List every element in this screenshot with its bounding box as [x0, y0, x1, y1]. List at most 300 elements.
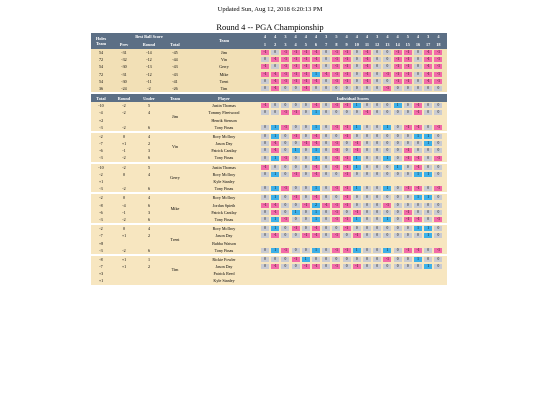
- team-mike-hole-9-score: -1: [343, 72, 351, 77]
- group-team-name: Vin: [171, 144, 179, 150]
- team-tim-hole-17-score: 0: [424, 86, 432, 91]
- hole-number-17: 17: [426, 42, 431, 47]
- team-jim-hole-14-score: -1: [394, 50, 402, 55]
- player-hole-18-score: 0: [434, 148, 442, 153]
- team-holes: 72: [98, 71, 104, 77]
- player-hole-11-score: 0: [363, 248, 371, 253]
- player-hole-11-score: 0: [363, 195, 371, 200]
- player-total: -6: [99, 148, 103, 154]
- group-team-name: Jim: [171, 113, 179, 119]
- player-hole-2-score: 1: [271, 172, 279, 177]
- player-hole-9-score: 0: [343, 141, 351, 146]
- player-hole-6-score: -1: [312, 233, 320, 238]
- player-hole-13-score: 0: [383, 165, 391, 170]
- player-hole-2-score: 1: [271, 156, 279, 161]
- player-under: 4: [147, 226, 151, 232]
- player-hole-16-score: -1: [414, 217, 422, 222]
- player-hole-2-score: 1: [271, 217, 279, 222]
- player-hole-11-score: 0: [363, 217, 371, 222]
- player-hole-10-score: -1: [353, 210, 361, 215]
- team-tim-hole-4-score: 0: [292, 86, 300, 91]
- player-hole-9-score: 0: [343, 257, 351, 262]
- team-mike-hole-2-score: -1: [271, 72, 279, 77]
- player-hole-9-score: -1: [343, 186, 351, 191]
- player-hole-3-score: -1: [281, 125, 289, 130]
- player-hole-15-score: -1: [404, 186, 412, 191]
- player-hole-16-score: -1: [414, 103, 422, 108]
- player-total: -10: [98, 164, 104, 170]
- player-hole-17-score: 1: [424, 233, 432, 238]
- player-hole-1-score: 0: [261, 257, 269, 262]
- player-hole-8-score: -1: [332, 141, 340, 146]
- par-hole-7: 3: [325, 34, 328, 39]
- player-hole-16-score: 0: [414, 264, 422, 269]
- player-hole-6-score: 1: [312, 148, 320, 153]
- player-hole-6-score: 0: [312, 257, 320, 262]
- player-hole-10-score: 0: [353, 226, 361, 231]
- player-hole-1-score: 0: [261, 156, 269, 161]
- player-name: Jordan Spieth: [212, 202, 236, 208]
- player-hole-18-score: 0: [434, 141, 442, 146]
- individual-scores-header: Individual Scores: [336, 95, 369, 101]
- player-hole-10-score: -1: [353, 141, 361, 146]
- player-row: [91, 216, 447, 223]
- team-jim-hole-13-score: 0: [383, 50, 391, 55]
- player-hole-10-score: 1: [353, 217, 361, 222]
- par-hole-15: 5: [406, 34, 409, 39]
- hole-number-10: 10: [354, 42, 359, 47]
- team-mike-hole-18-score: -1: [434, 72, 442, 77]
- player-row: [91, 247, 447, 254]
- player-hole-12-score: 0: [373, 210, 381, 215]
- player-hole-15-score: -1: [404, 217, 412, 222]
- player-hole-11-score: 0: [363, 226, 371, 231]
- player-under: 2: [147, 264, 151, 270]
- player-round: +1: [121, 256, 127, 262]
- player-hole-15-score: 0: [404, 110, 412, 115]
- par-hole-3: 3: [284, 34, 287, 39]
- player-hole-10-score: -1: [353, 148, 361, 153]
- player-header-label: Player: [218, 95, 230, 101]
- group-team-name: Tim: [171, 267, 179, 273]
- player-row: [91, 240, 447, 247]
- hole-number-1: 1: [263, 42, 267, 47]
- player-name: Tony Finau: [214, 247, 234, 253]
- team-jim-hole-7-score: 0: [322, 50, 330, 55]
- team-gerry-hole-15-score: -1: [404, 64, 412, 69]
- player-hole-17-score: 0: [424, 148, 432, 153]
- player-hole-5-score: -1: [302, 264, 310, 269]
- team-row: [91, 49, 447, 56]
- team-trent-hole-1-score: 0: [261, 79, 269, 84]
- player-row: [91, 256, 447, 263]
- team-trent-hole-17-score: -1: [424, 79, 432, 84]
- player-hole-2-score: -1: [271, 148, 279, 153]
- player-hole-13-score: 1: [383, 248, 391, 253]
- player-hole-3-score: -1: [281, 110, 289, 115]
- player-row: [91, 270, 447, 277]
- player-hole-13-score: -1: [383, 203, 391, 208]
- team-trent-hole-9-score: -1: [343, 79, 351, 84]
- player-hole-3-score: 0: [281, 264, 289, 269]
- player-hole-2-score: 1: [271, 125, 279, 130]
- player-under: 4: [147, 171, 151, 177]
- player-hole-18-score: -1: [434, 156, 442, 161]
- team-tim-hole-6-score: 0: [312, 86, 320, 91]
- player-total: -4: [99, 110, 103, 116]
- team-trent-hole-3-score: -1: [281, 79, 289, 84]
- player-group: [91, 256, 447, 285]
- player-name: Bubba Watson: [212, 240, 236, 246]
- team-jim-hole-16-score: 0: [414, 50, 422, 55]
- player-hole-2-score: 0: [271, 110, 279, 115]
- player-under: 5: [147, 164, 151, 170]
- player-hole-12-score: 0: [373, 103, 381, 108]
- player-hole-13-score: -1: [383, 257, 391, 262]
- player-round: -4: [122, 202, 126, 208]
- player-hole-11-score: 0: [363, 148, 371, 153]
- team-trent-hole-2-score: -1: [271, 79, 279, 84]
- team-jim-hole-4-score: -1: [292, 50, 300, 55]
- player-name: Rory McIlroy: [212, 133, 236, 139]
- team-round: -12: [146, 57, 152, 63]
- player-hole-6-score: -1: [312, 264, 320, 269]
- player-hole-1-score: -1: [261, 203, 269, 208]
- player-hole-18-score: 0: [434, 110, 442, 115]
- player-hole-4-score: 0: [292, 103, 300, 108]
- player-row: [91, 232, 447, 239]
- team-vin-hole-15-score: -1: [404, 57, 412, 62]
- par-hole-1: 4: [263, 34, 267, 39]
- hole-number-9: 9: [345, 42, 348, 47]
- total-header-2: Total: [96, 95, 106, 101]
- player-hole-2-score: -1: [271, 210, 279, 215]
- player-hole-5-score: 0: [302, 186, 310, 191]
- player-hole-16-score: 0: [414, 141, 422, 146]
- team-vin-hole-17-score: -1: [424, 57, 432, 62]
- player-hole-13-score: 1: [383, 125, 391, 130]
- player-hole-5-score: 0: [302, 148, 310, 153]
- team-header: [91, 33, 447, 49]
- player-hole-9-score: -1: [343, 103, 351, 108]
- player-hole-12-score: 0: [373, 134, 381, 139]
- player-hole-7-score: 0: [322, 148, 330, 153]
- team-vin-hole-14-score: -1: [394, 57, 402, 62]
- player-hole-4-score: -1: [292, 134, 300, 139]
- player-hole-15-score: 0: [404, 233, 412, 238]
- player-hole-14-score: 0: [394, 134, 402, 139]
- player-under: 2: [147, 233, 151, 239]
- team-gerry-hole-14-score: -1: [394, 64, 402, 69]
- team-holes: 54: [98, 50, 104, 55]
- player-hole-12-score: 0: [373, 257, 381, 262]
- team-mike-hole-16-score: 0: [414, 72, 422, 77]
- player-hole-7-score: 0: [322, 103, 330, 108]
- team-vin-hole-13-score: 0: [383, 57, 391, 62]
- par-hole-8: 5: [335, 34, 338, 39]
- player-hole-10-score: 0: [353, 110, 361, 115]
- player-hole-3-score: 0: [281, 148, 289, 153]
- team-gerry-hole-8-score: -1: [332, 64, 340, 69]
- player-round: 0: [122, 171, 126, 177]
- player-row: [91, 102, 447, 109]
- player-hole-5-score: -1: [302, 233, 310, 238]
- player-hole-3-score: 0: [281, 257, 289, 262]
- player-hole-3-score: -1: [281, 217, 289, 222]
- player-hole-13-score: 1: [383, 186, 391, 191]
- player-hole-14-score: 0: [394, 233, 402, 238]
- par-hole-4: 4: [294, 34, 297, 39]
- player-round: -1: [122, 148, 126, 154]
- player-hole-12-score: 0: [373, 264, 381, 269]
- hole-number-13: 13: [385, 42, 390, 47]
- player-hole-18-score: 0: [434, 195, 442, 200]
- player-hole-2-score: -1: [271, 264, 279, 269]
- player-row: [91, 209, 447, 216]
- player-round: +1: [121, 141, 127, 147]
- player-hole-5-score: 0: [302, 248, 310, 253]
- page-title: Round 4 -- PGA Championship: [216, 22, 324, 32]
- player-hole-1-score: 0: [261, 134, 269, 139]
- team-rows: [91, 49, 447, 92]
- par-hole-12: 3: [376, 34, 379, 39]
- player-total: +1: [98, 278, 104, 284]
- team-name: Trent: [219, 78, 229, 84]
- player-hole-4-score: -1: [292, 195, 300, 200]
- player-hole-15-score: 0: [404, 141, 412, 146]
- par-hole-17: 3: [427, 34, 430, 39]
- team-jim-hole-3-score: -1: [281, 50, 289, 55]
- player-hole-14-score: 0: [394, 110, 402, 115]
- player-hole-16-score: 0: [414, 148, 422, 153]
- player-hole-14-score: 0: [394, 172, 402, 177]
- player-hole-16-score: 0: [414, 210, 422, 215]
- player-hole-18-score: 0: [434, 203, 442, 208]
- team-round: -13: [146, 64, 152, 70]
- player-hole-3-score: 0: [281, 103, 289, 108]
- hole-number-14: 14: [395, 42, 400, 47]
- player-hole-17-score: 1: [424, 134, 432, 139]
- team-gerry-hole-18-score: -1: [434, 64, 442, 69]
- team-trent-hole-18-score: -1: [434, 79, 442, 84]
- player-under: 6: [147, 216, 151, 222]
- player-total: -3: [99, 155, 103, 161]
- player-hole-13-score: 0: [383, 134, 391, 139]
- team-vin-hole-12-score: 0: [373, 57, 381, 62]
- updated-timestamp: Updated Sun, Aug 12, 2018 6:20:13 PM: [217, 6, 323, 13]
- group-team-name: Gerry: [170, 175, 180, 181]
- player-hole-15-score: 0: [404, 172, 412, 177]
- player-hole-17-score: 0: [424, 165, 432, 170]
- player-hole-10-score: 1: [353, 125, 361, 130]
- player-hole-12-score: 0: [373, 195, 381, 200]
- player-hole-6-score: 1: [312, 210, 320, 215]
- player-hole-18-score: 0: [434, 257, 442, 262]
- player-hole-7-score: 0: [322, 217, 330, 222]
- team-jim-hole-1-score: -1: [261, 50, 269, 55]
- player-hole-14-score: 0: [394, 248, 402, 253]
- player-name: Tony Finau: [214, 155, 234, 161]
- player-hole-9-score: 0: [343, 264, 351, 269]
- player-row: [91, 202, 447, 209]
- player-hole-5-score: 0: [302, 217, 310, 222]
- player-hole-11-score: 0: [363, 264, 371, 269]
- player-hole-15-score: -1: [404, 248, 412, 253]
- player-hole-8-score: -1: [332, 148, 340, 153]
- player-row: [91, 164, 447, 171]
- team-vin-hole-6-score: -1: [312, 57, 320, 62]
- team-trent-hole-7-score: 0: [322, 79, 330, 84]
- player-hole-6-score: -1: [312, 141, 320, 146]
- player-under: 6: [147, 247, 151, 253]
- team-tim-hole-2-score: -1: [271, 86, 279, 91]
- player-hole-8-score: 0: [332, 172, 340, 177]
- hole-number-8: 8: [335, 42, 338, 47]
- player-hole-6-score: 1: [312, 125, 320, 130]
- team-vin-hole-18-score: -1: [434, 57, 442, 62]
- player-total: +8: [98, 240, 104, 246]
- player-hole-17-score: 0: [424, 186, 432, 191]
- player-hole-14-score: 0: [394, 186, 402, 191]
- player-hole-7-score: 0: [322, 248, 330, 253]
- player-hole-14-score: 0: [394, 195, 402, 200]
- team-total: -26: [172, 85, 178, 91]
- player-hole-7-score: 0: [322, 165, 330, 170]
- player-row: [91, 263, 447, 273]
- player-hole-12-score: 0: [373, 156, 381, 161]
- player-hole-17-score: 1: [424, 172, 432, 177]
- player-hole-12-score: 0: [373, 226, 381, 231]
- player-hole-17-score: 0: [424, 156, 432, 161]
- hole-number-15: 15: [405, 42, 410, 47]
- player-hole-8-score: -1: [332, 103, 340, 108]
- team-gerry-hole-17-score: -1: [424, 64, 432, 69]
- player-hole-12-score: 0: [373, 125, 381, 130]
- player-total: -10: [98, 103, 104, 109]
- player-hole-9-score: -1: [343, 226, 351, 231]
- player-hole-1-score: 0: [261, 148, 269, 153]
- player-hole-17-score: 1: [424, 195, 432, 200]
- prev-header: Prev: [119, 42, 129, 47]
- player-hole-8-score: 0: [332, 110, 340, 115]
- player-under: 5: [147, 103, 151, 109]
- player-hole-15-score: -1: [404, 125, 412, 130]
- player-group: [91, 164, 447, 193]
- player-hole-8-score: -1: [332, 186, 340, 191]
- player-hole-10-score: 0: [353, 257, 361, 262]
- team-total: -41: [172, 78, 178, 84]
- team-prev: -31: [121, 50, 127, 55]
- team-mike-hole-5-score: -1: [302, 72, 310, 77]
- player-row: [91, 133, 447, 140]
- player-hole-13-score: 0: [383, 210, 391, 215]
- player-hole-5-score: 0: [302, 210, 310, 215]
- player-total: -7: [99, 264, 103, 270]
- player-hole-1-score: 0: [261, 195, 269, 200]
- player-hole-13-score: 0: [383, 226, 391, 231]
- player-hole-4-score: 0: [292, 233, 300, 238]
- player-hole-18-score: 0: [434, 103, 442, 108]
- round-header: Round: [142, 42, 156, 47]
- team-mike-hole-6-score: 1: [312, 72, 320, 77]
- player-group: [91, 194, 447, 223]
- player-hole-15-score: 0: [404, 226, 412, 231]
- team-tim-hole-16-score: 0: [414, 86, 422, 91]
- par-hole-13: 4: [386, 34, 389, 39]
- team-jim-hole-18-score: -1: [434, 50, 442, 55]
- player-total: -6: [99, 209, 103, 215]
- hole-number-2: 2: [274, 42, 277, 47]
- team-round: -2: [147, 85, 151, 91]
- player-hole-8-score: -1: [332, 156, 340, 161]
- player-round: 0: [122, 133, 126, 139]
- player-hole-9-score: -1: [343, 217, 351, 222]
- team-gerry-hole-6-score: -1: [312, 64, 320, 69]
- player-hole-14-score: 0: [394, 210, 402, 215]
- player-hole-16-score: 1: [414, 226, 422, 231]
- player-total: +1: [98, 179, 104, 184]
- player-hole-8-score: -1: [332, 203, 340, 208]
- team-round: -12: [146, 71, 152, 77]
- player-hole-10-score: 1: [353, 103, 361, 108]
- hole-number-11: 11: [364, 42, 370, 47]
- player-total: -3: [99, 124, 103, 130]
- player-name: Patrick Cantlay: [211, 148, 237, 154]
- player-hole-16-score: -1: [414, 248, 422, 253]
- team-gerry-hole-12-score: 0: [373, 64, 381, 69]
- player-hole-7-score: 0: [322, 257, 330, 262]
- player-name: Patrick Reed: [213, 271, 235, 277]
- player-hole-2-score: 0: [271, 103, 279, 108]
- team-row: [91, 56, 447, 63]
- player-group: [91, 102, 447, 131]
- player-hole-16-score: -1: [414, 186, 422, 191]
- player-hole-13-score: 1: [383, 156, 391, 161]
- team-trent-hole-12-score: 0: [373, 79, 381, 84]
- team-row: [91, 85, 447, 92]
- player-hole-16-score: -1: [414, 125, 422, 130]
- player-hole-3-score: -1: [281, 186, 289, 191]
- team-jim-hole-11-score: -1: [363, 50, 371, 55]
- player-round: -2: [122, 103, 126, 109]
- player-hole-18-score: 0: [434, 134, 442, 139]
- team-tim-hole-7-score: 0: [322, 86, 330, 91]
- player-hole-1-score: -1: [261, 103, 269, 108]
- par-hole-14: 4: [396, 34, 399, 39]
- player-row: [91, 171, 447, 181]
- player-row: [91, 194, 447, 201]
- player-hole-3-score: 0: [281, 134, 289, 139]
- player-round: -2: [122, 216, 126, 222]
- player-hole-13-score: 0: [383, 110, 391, 115]
- player-group: [91, 133, 447, 162]
- player-header: [91, 94, 447, 102]
- player-hole-17-score: 0: [424, 248, 432, 253]
- player-under: 6: [147, 202, 151, 208]
- player-hole-5-score: 0: [302, 165, 310, 170]
- team-prev: -30: [121, 64, 127, 70]
- par-hole-2: 4: [274, 34, 277, 39]
- player-hole-5-score: 0: [302, 125, 310, 130]
- player-hole-6-score: 1: [312, 217, 320, 222]
- player-hole-4-score: 0: [292, 248, 300, 253]
- team-mike-hole-14-score: -1: [394, 72, 402, 77]
- par-hole-11: 4: [365, 34, 369, 39]
- player-hole-6-score: 1: [312, 248, 320, 253]
- team-holes: 54: [98, 64, 104, 70]
- player-hole-12-score: 0: [373, 148, 381, 153]
- player-round: +1: [121, 264, 127, 270]
